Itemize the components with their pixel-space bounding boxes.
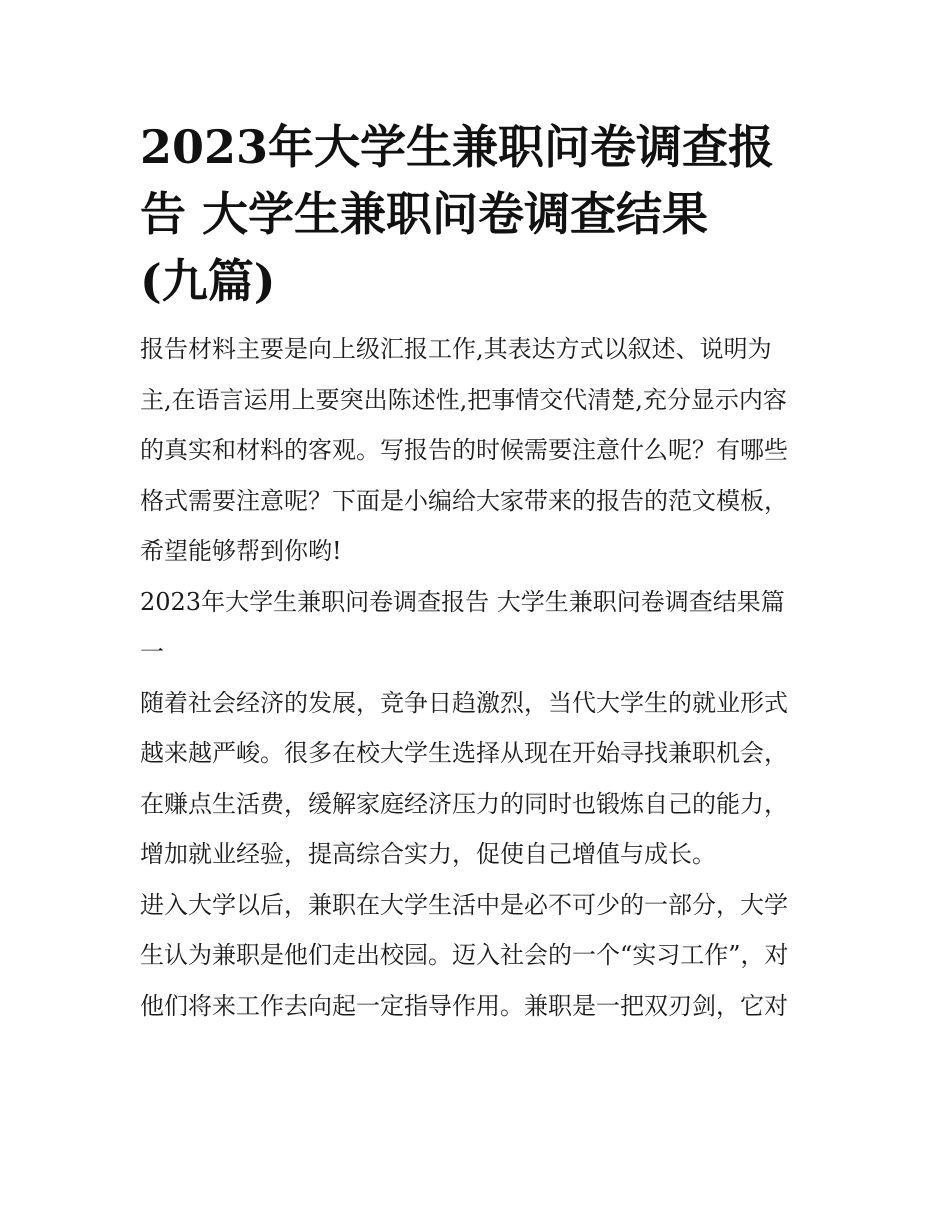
text-line: 主,在语言运用上要突出陈述性,把事情交代清楚,充分显示内容 — [140, 385, 787, 414]
text-line: 格式需要注意呢？下面是小编给大家带来的报告的范文模板， — [140, 486, 788, 515]
text-line: 的真实和材料的客观。写报告的时候需要注意什么呢？有哪些 — [140, 436, 788, 464]
text-line: 进入大学以后，兼职在大学生活中是必不可少的一部分，大学 — [140, 890, 788, 919]
body-paragraph — [140, 678, 812, 880]
text-line: 2023年大学生兼职问卷调查报告 大学生兼职问卷调查结果篇 — [140, 587, 785, 616]
text-line: 他们将来工作去向起一定指导作用。兼职是一把双刃剑，它对 — [140, 991, 788, 1020]
text-line: 越来越严峻。很多在校大学生选择从现在开始寻找兼职机会， — [140, 739, 788, 767]
text-line: 希望能够帮到你哟! — [140, 537, 342, 565]
text-line: 增加就业经验，提高综合实力，促使自己增值与成长。 — [140, 840, 716, 868]
text-line: 随着社会经济的发展，竞争日趋激烈，当代大学生的就业形式 — [140, 688, 788, 717]
section-heading — [140, 577, 812, 678]
document-body — [140, 324, 812, 1031]
text-line: 生认为兼职是他们走出校园。迈入社会的一个“实习工作”，对 — [140, 941, 789, 969]
text-line: 一 — [140, 638, 164, 666]
intro-paragraph — [140, 324, 812, 577]
title-line: 2023年大学生兼职问卷调查报 — [140, 120, 775, 174]
text-line: 报告材料主要是向上级汇报工作,其表达方式以叙述、说明为 — [140, 335, 772, 363]
title-line: 告 大学生兼职问卷调查结果 — [140, 187, 709, 241]
document-content — [140, 118, 812, 1031]
title-line: (九篇) — [140, 254, 276, 308]
body-paragraph — [140, 880, 812, 1032]
text-line: 在赚点生活费，缓解家庭经济压力的同时也锻炼自己的能力， — [140, 789, 788, 818]
document-title — [140, 118, 812, 310]
